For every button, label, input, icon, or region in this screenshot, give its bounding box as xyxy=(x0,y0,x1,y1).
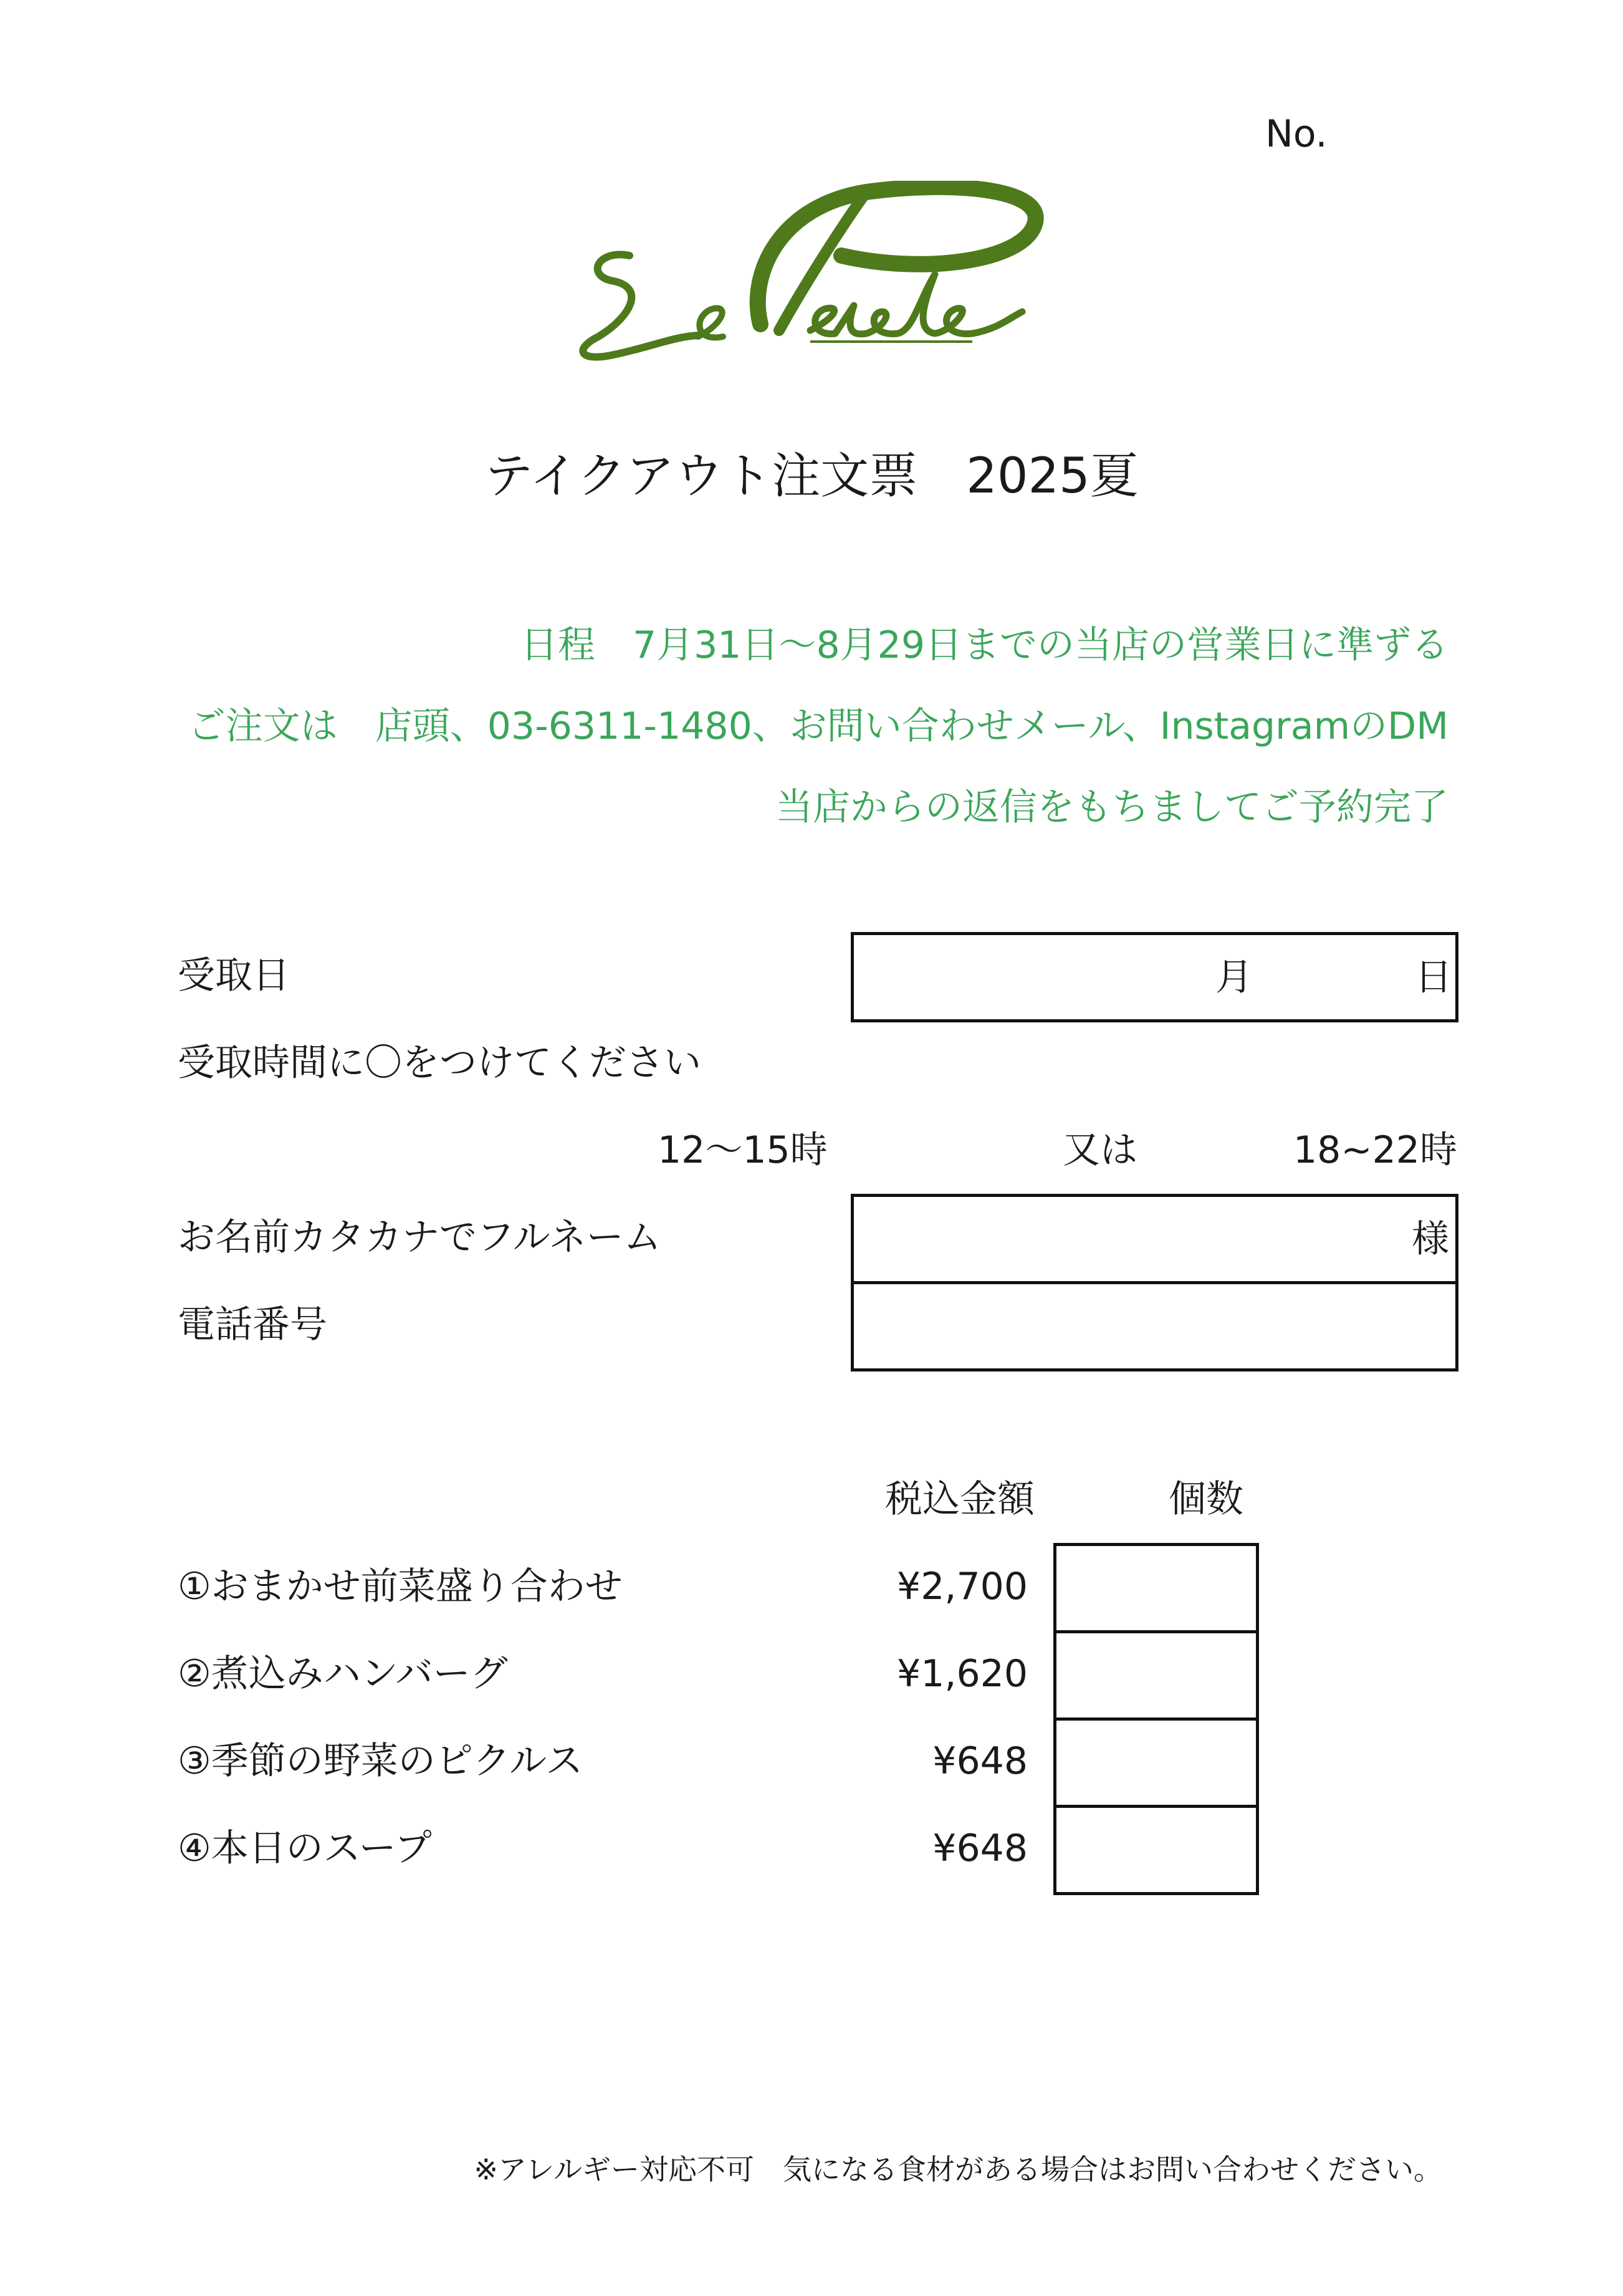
quantity-box[interactable] xyxy=(1053,1805,1259,1895)
name-field[interactable] xyxy=(851,1194,1458,1284)
phone-field[interactable] xyxy=(851,1281,1458,1371)
page-title: テイクアウト注文票 2025夏 xyxy=(484,448,1139,504)
pickup-date-label: 受取日 xyxy=(178,954,290,997)
menu-item-price: ¥648 xyxy=(932,1739,1028,1783)
quantity-header: 個数 xyxy=(1169,1477,1243,1521)
pickup-date-field[interactable] xyxy=(851,932,1458,1022)
time-option-lunch[interactable]: 12〜15時 xyxy=(658,1128,828,1172)
quantity-box[interactable] xyxy=(1053,1717,1259,1808)
menu-item-price: ¥1,620 xyxy=(897,1652,1028,1696)
quantity-box[interactable] xyxy=(1053,1543,1259,1633)
or-label: 又は xyxy=(1063,1128,1137,1172)
pickup-time-label: 受取時間に〇をつけてください xyxy=(178,1041,701,1085)
menu-item-name: ①おまかせ前菜盛り合わせ xyxy=(178,1565,623,1608)
order-methods-line: ご注文は 店頭、03-6311-1480、お問い合わせメール、InstagramのDM xyxy=(188,704,1448,748)
month-label: 月 xyxy=(1215,956,1253,999)
menu-item-name: ②煮込みハンバーグ xyxy=(178,1652,508,1696)
day-label: 日 xyxy=(1415,956,1452,999)
time-option-dinner[interactable]: 18~22時 xyxy=(1293,1128,1457,1172)
confirmation-line: 当店からの返信をもちましてご予約完了 xyxy=(775,785,1448,829)
quantity-box[interactable] xyxy=(1053,1630,1259,1721)
honorific-label: 様 xyxy=(1412,1218,1449,1261)
price-header: 税込金額 xyxy=(885,1477,1035,1521)
menu-item-name: ④本日のスープ xyxy=(178,1827,432,1870)
menu-item-name: ③季節の野菜のピクルス xyxy=(178,1739,583,1783)
menu-item-price: ¥648 xyxy=(932,1827,1028,1870)
phone-label: 電話番号 xyxy=(178,1303,327,1347)
name-label: お名前カタカナでフルネーム xyxy=(178,1216,661,1259)
le-petale-logo xyxy=(573,181,1109,368)
order-number-label: No. xyxy=(1265,112,1328,156)
menu-item-price: ¥2,700 xyxy=(897,1565,1028,1608)
schedule-line: 日程 7月31日〜8月29日までの当店の営業日に準ずる xyxy=(520,623,1448,667)
allergy-note: ※アレルギー対応不可 気になる食材がある場合はお問い合わせください。 xyxy=(474,2153,1442,2186)
